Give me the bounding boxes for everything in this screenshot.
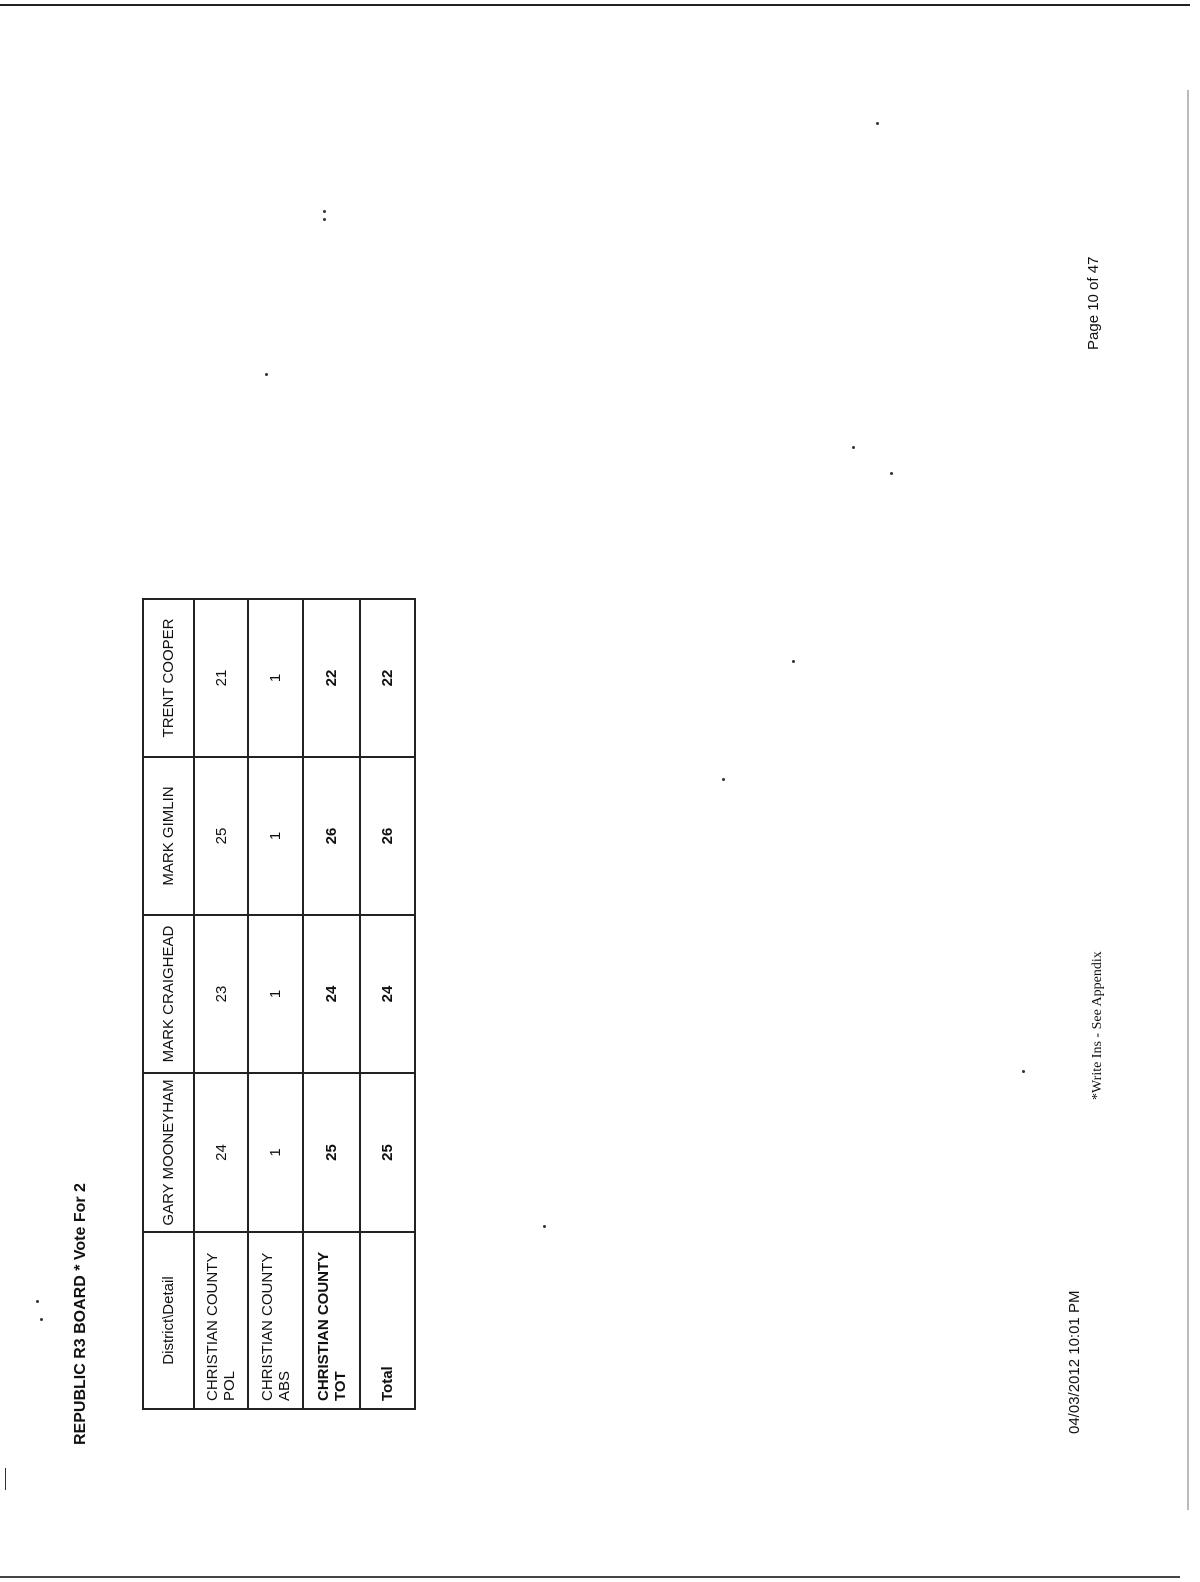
vote-count: 1: [248, 1073, 303, 1232]
vote-count: 1: [248, 599, 303, 757]
vote-count: 21: [194, 599, 248, 757]
vote-count: 24: [360, 915, 415, 1073]
table-header-row: [143, 599, 194, 1409]
vote-count: 24: [194, 1073, 248, 1232]
scan-border-right: [1187, 90, 1189, 1510]
results-table: [142, 598, 416, 1410]
table-row: [248, 599, 303, 1409]
vote-count: 25: [194, 757, 248, 915]
scan-border-top: [0, 4, 1190, 6]
row-label: Total: [360, 1232, 415, 1409]
write-ins-note: *Write Ins - See Appendix: [1090, 951, 1105, 1100]
rotated-page: [38, 30, 1138, 1460]
vote-count: 1: [248, 757, 303, 915]
vote-count: 25: [303, 1073, 360, 1232]
row-label: CHRISTIAN COUNTY TOT: [303, 1232, 360, 1409]
vote-count: 1: [248, 915, 303, 1073]
column-header: GARY MOONEYHAM: [143, 1073, 194, 1232]
column-header: TRENT COOPER: [143, 599, 194, 757]
column-header: MARK CRAIGHEAD: [143, 915, 194, 1073]
vote-count: 22: [360, 599, 415, 757]
vote-count: 25: [360, 1073, 415, 1232]
page-number: Page 10 of 47: [1085, 256, 1102, 350]
vote-count: 26: [303, 757, 360, 915]
table-row: [194, 599, 248, 1409]
vote-count: 22: [303, 599, 360, 757]
vote-count: 26: [360, 757, 415, 915]
column-header: MARK GIMLIN: [143, 757, 194, 915]
report-datetime: 04/03/2012 10:01 PM: [1066, 1290, 1083, 1434]
page-title: REPUBLIC R3 BOARD * Vote For 2: [72, 1183, 89, 1445]
scan-border-bottom: [0, 1576, 1180, 1578]
vote-count: 23: [194, 915, 248, 1073]
row-label: CHRISTIAN COUNTY ABS: [248, 1232, 303, 1409]
table-row: [303, 599, 360, 1409]
scan-mark: [5, 1468, 6, 1490]
vote-count: 24: [303, 915, 360, 1073]
column-header: District\Detail: [143, 1232, 194, 1409]
row-label: CHRISTIAN COUNTY POL: [194, 1232, 248, 1409]
table-row: [360, 599, 415, 1409]
